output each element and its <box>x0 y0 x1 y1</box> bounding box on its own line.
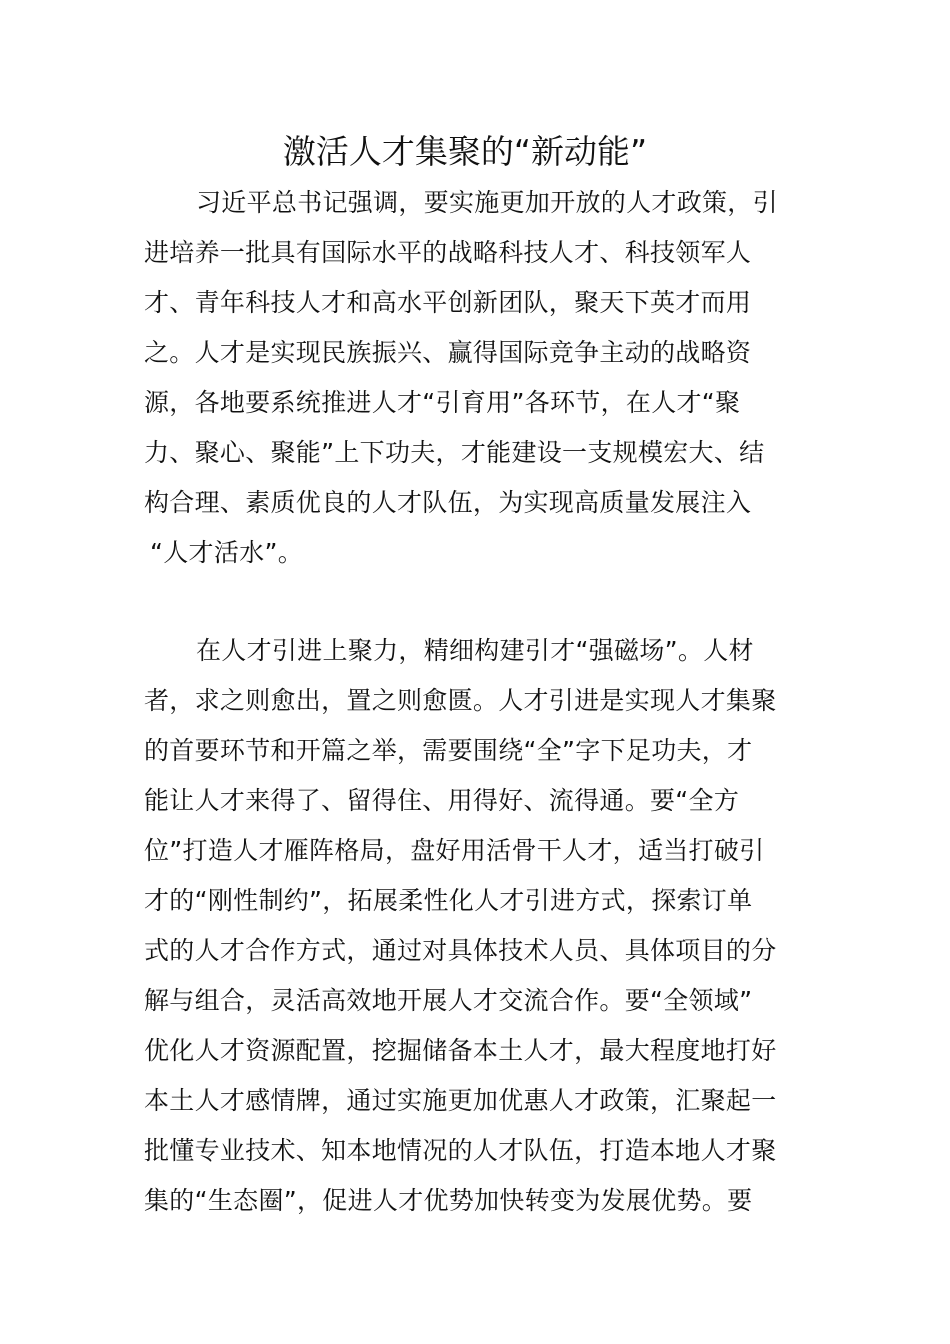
paragraph-line: 进培养一批具有国际水平的战略科技人才、科技领军人 <box>144 238 752 267</box>
paragraph-line: 优化人才资源配置，挖掘储备本土人才，最大程度地打好 <box>144 1036 777 1065</box>
paragraph-line: 解与组合，灵活高效地开展人才交流合作。要“全领域” <box>144 986 753 1015</box>
document-title: 激活人才集聚的“新动能” <box>282 132 648 171</box>
paragraph-line: 批懂专业技术、知本地情况的人才队伍，打造本地人才聚 <box>144 1136 777 1165</box>
paragraph-line: 力、聚心、聚能”上下功夫，才能建设一支规模宏大、结 <box>144 438 765 467</box>
paragraph-line: 的首要环节和开篇之举，需要围绕“全”字下足功夫，才 <box>144 736 753 765</box>
paragraph-line: 构合理、素质优良的人才队伍，为实现高质量发展注入 <box>144 488 752 517</box>
paragraph-line: 本土人才感情牌，通过实施更加优惠人才政策，汇聚起一 <box>144 1086 777 1115</box>
paragraph-line: 才、青年科技人才和高水平创新团队，聚天下英才而用 <box>144 288 752 317</box>
paragraph-line: “人才活水”。 <box>150 538 304 567</box>
paragraph-line: 式的人才合作方式，通过对具体技术人员、具体项目的分 <box>144 936 777 965</box>
paragraph-line: 位”打造人才雁阵格局，盘好用活骨干人才，适当打破引 <box>144 836 765 865</box>
paragraph-line: 源，各地要系统推进人才“引育用”各环节，在人才“聚 <box>144 388 741 417</box>
paragraph-line: 才的“刚性制约”，拓展柔性化人才引进方式，探索订单 <box>144 886 753 915</box>
paragraph-line: 之。人才是实现民族振兴、赢得国际竞争主动的战略资 <box>144 338 752 367</box>
paragraph-line: 能让人才来得了、留得住、用得好、流得通。要“全方 <box>144 786 740 815</box>
paragraph-line: 者，求之则愈出，置之则愈匮。人才引进是实现人才集聚 <box>144 686 777 715</box>
paragraph-line: 集的“生态圈”，促进人才优势加快转变为发展优势。要 <box>144 1186 753 1215</box>
paragraph-line: 在人才引进上聚力，精细构建引才“强磁场”。人材 <box>196 636 754 665</box>
paragraph-line: 习近平总书记强调，要实施更加开放的人才政策，引 <box>196 188 778 217</box>
